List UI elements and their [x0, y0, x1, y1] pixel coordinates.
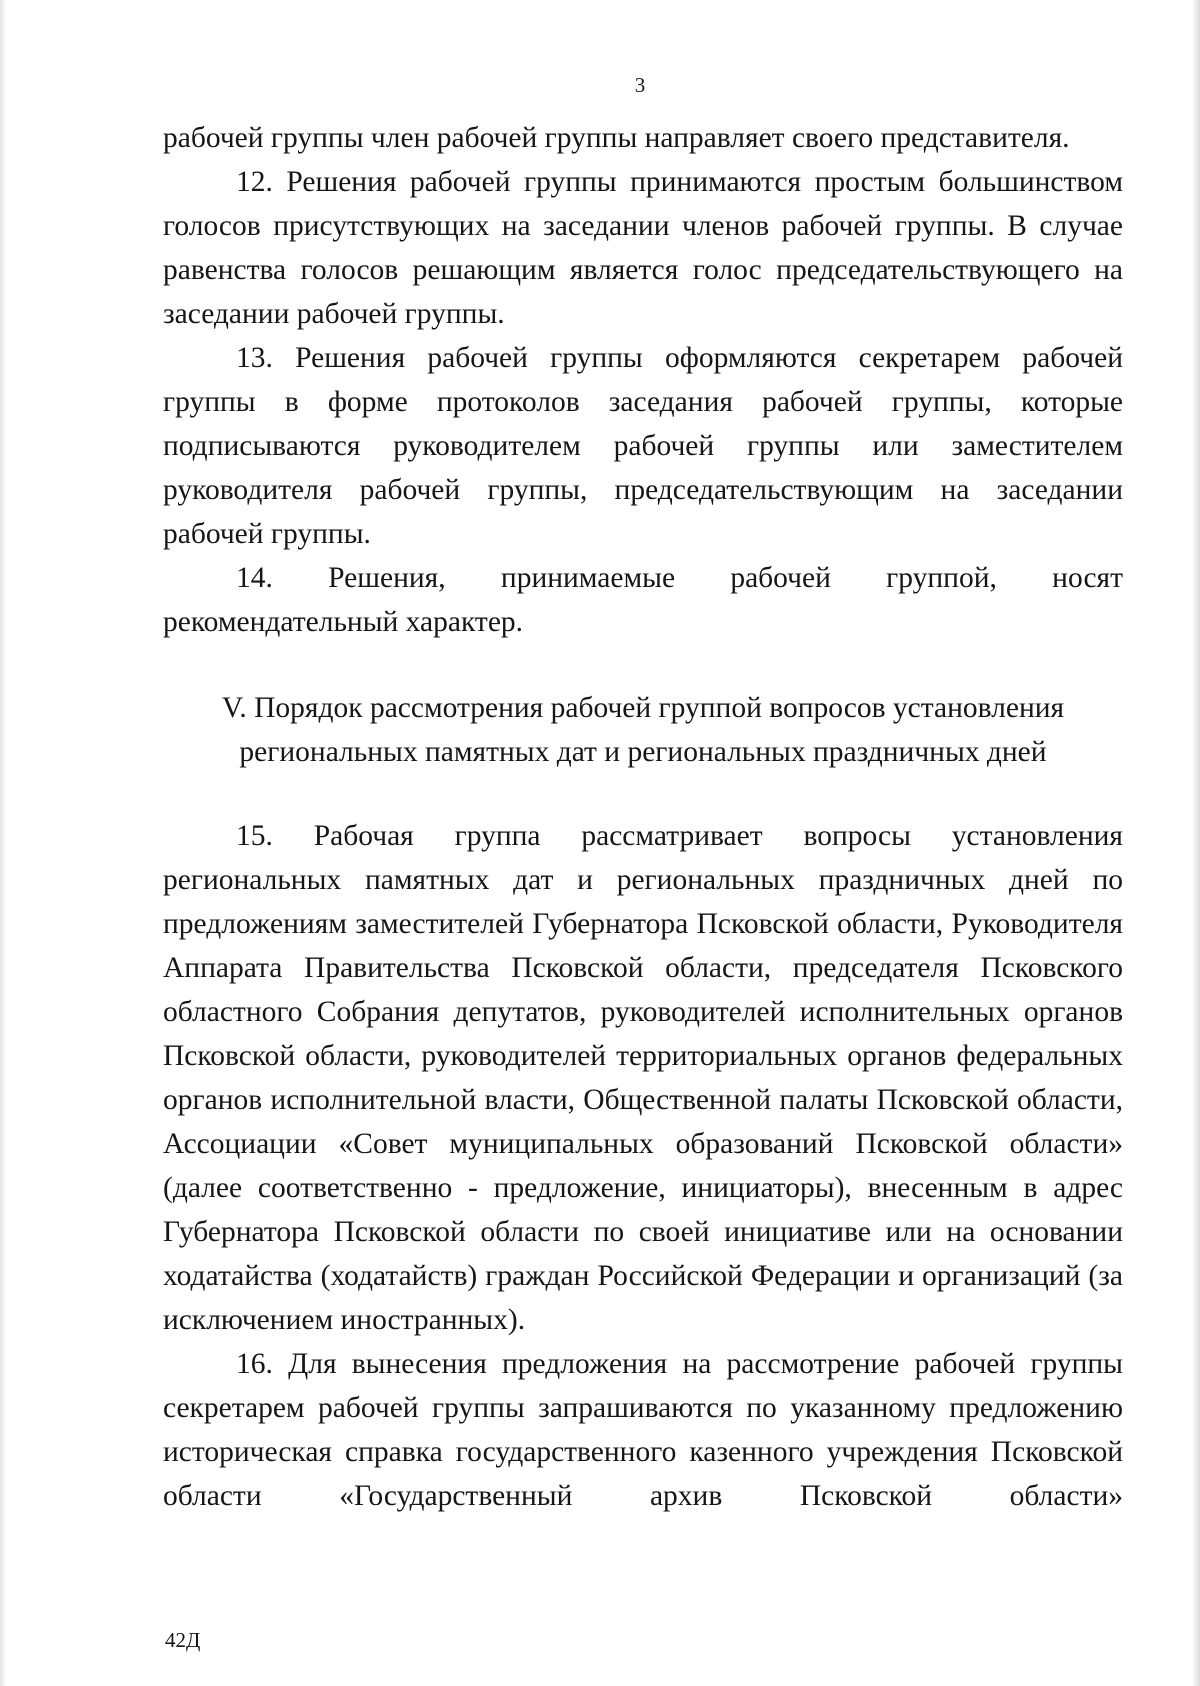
section-heading-line-2: региональных памятных дат и региональных праздничных дней: [239, 736, 1047, 768]
paragraph-16: 16. Для вынесения предложения на рассмотрение рабочей группы секретарем рабочей группы запрашиваются по указанному предложению историческая справка государственного казенного учреждения Псковской области «Государственный архив Псковской области»: [163, 1348, 1123, 1512]
footer-document-code: 42Д: [165, 1628, 201, 1652]
paragraph-15: 15. Рабочая группа рассматривает вопросы установления региональных памятных дат и региональных праздничных дней по предложениям заместителей Губернатора Псковской области, Руководителя Аппарата Правительства Псковской области, председателя Псковского областного Собрания депутатов, руководителей исполнительных органов Псковской области, руководителей территориальных органов федеральных органов исполнительной власти, Общественной палаты Псковской области, Ассоциации «Совет муниципальных образований Псковской области» (далее соответственно - предложение, инициаторы), внесенным в адрес Губернатора Псковской области по своей инициативе или на основании ходатайства (ходатайств) граждан Российской Федерации и организаций (за исключением иностранных).: [163, 820, 1123, 1336]
paragraph-12: 12. Решения рабочей группы принимаются простым большинством голосов присутствующих на заседании членов рабочей группы. В случае равенства голосов решающим является голос председательствующего на заседании рабочей группы.: [163, 166, 1123, 330]
scan-edge-right: [1192, 0, 1200, 1686]
paragraph-13: 13. Решения рабочей группы оформляются секретарем рабочей группы в форме протоколов заседания рабочей группы, которые подписываются руководителем рабочей группы или заместителем руководителя рабочей группы, председательствующим на заседании рабочей группы.: [163, 342, 1123, 550]
paragraph-14: 14. Решения, принимаемые рабочей группой, носят рекомендательный характер.: [163, 562, 1123, 638]
scan-edge-left: [0, 0, 6, 1686]
document-body: [163, 116, 1123, 1518]
paragraph-continuation: рабочей группы член рабочей группы направляет своего представителя.: [163, 122, 1070, 154]
section-heading-line-1: V. Порядок рассмотрения рабочей группой вопросов установления: [221, 692, 1065, 724]
page-number: 3: [634, 73, 646, 97]
section-heading: [163, 686, 1123, 774]
